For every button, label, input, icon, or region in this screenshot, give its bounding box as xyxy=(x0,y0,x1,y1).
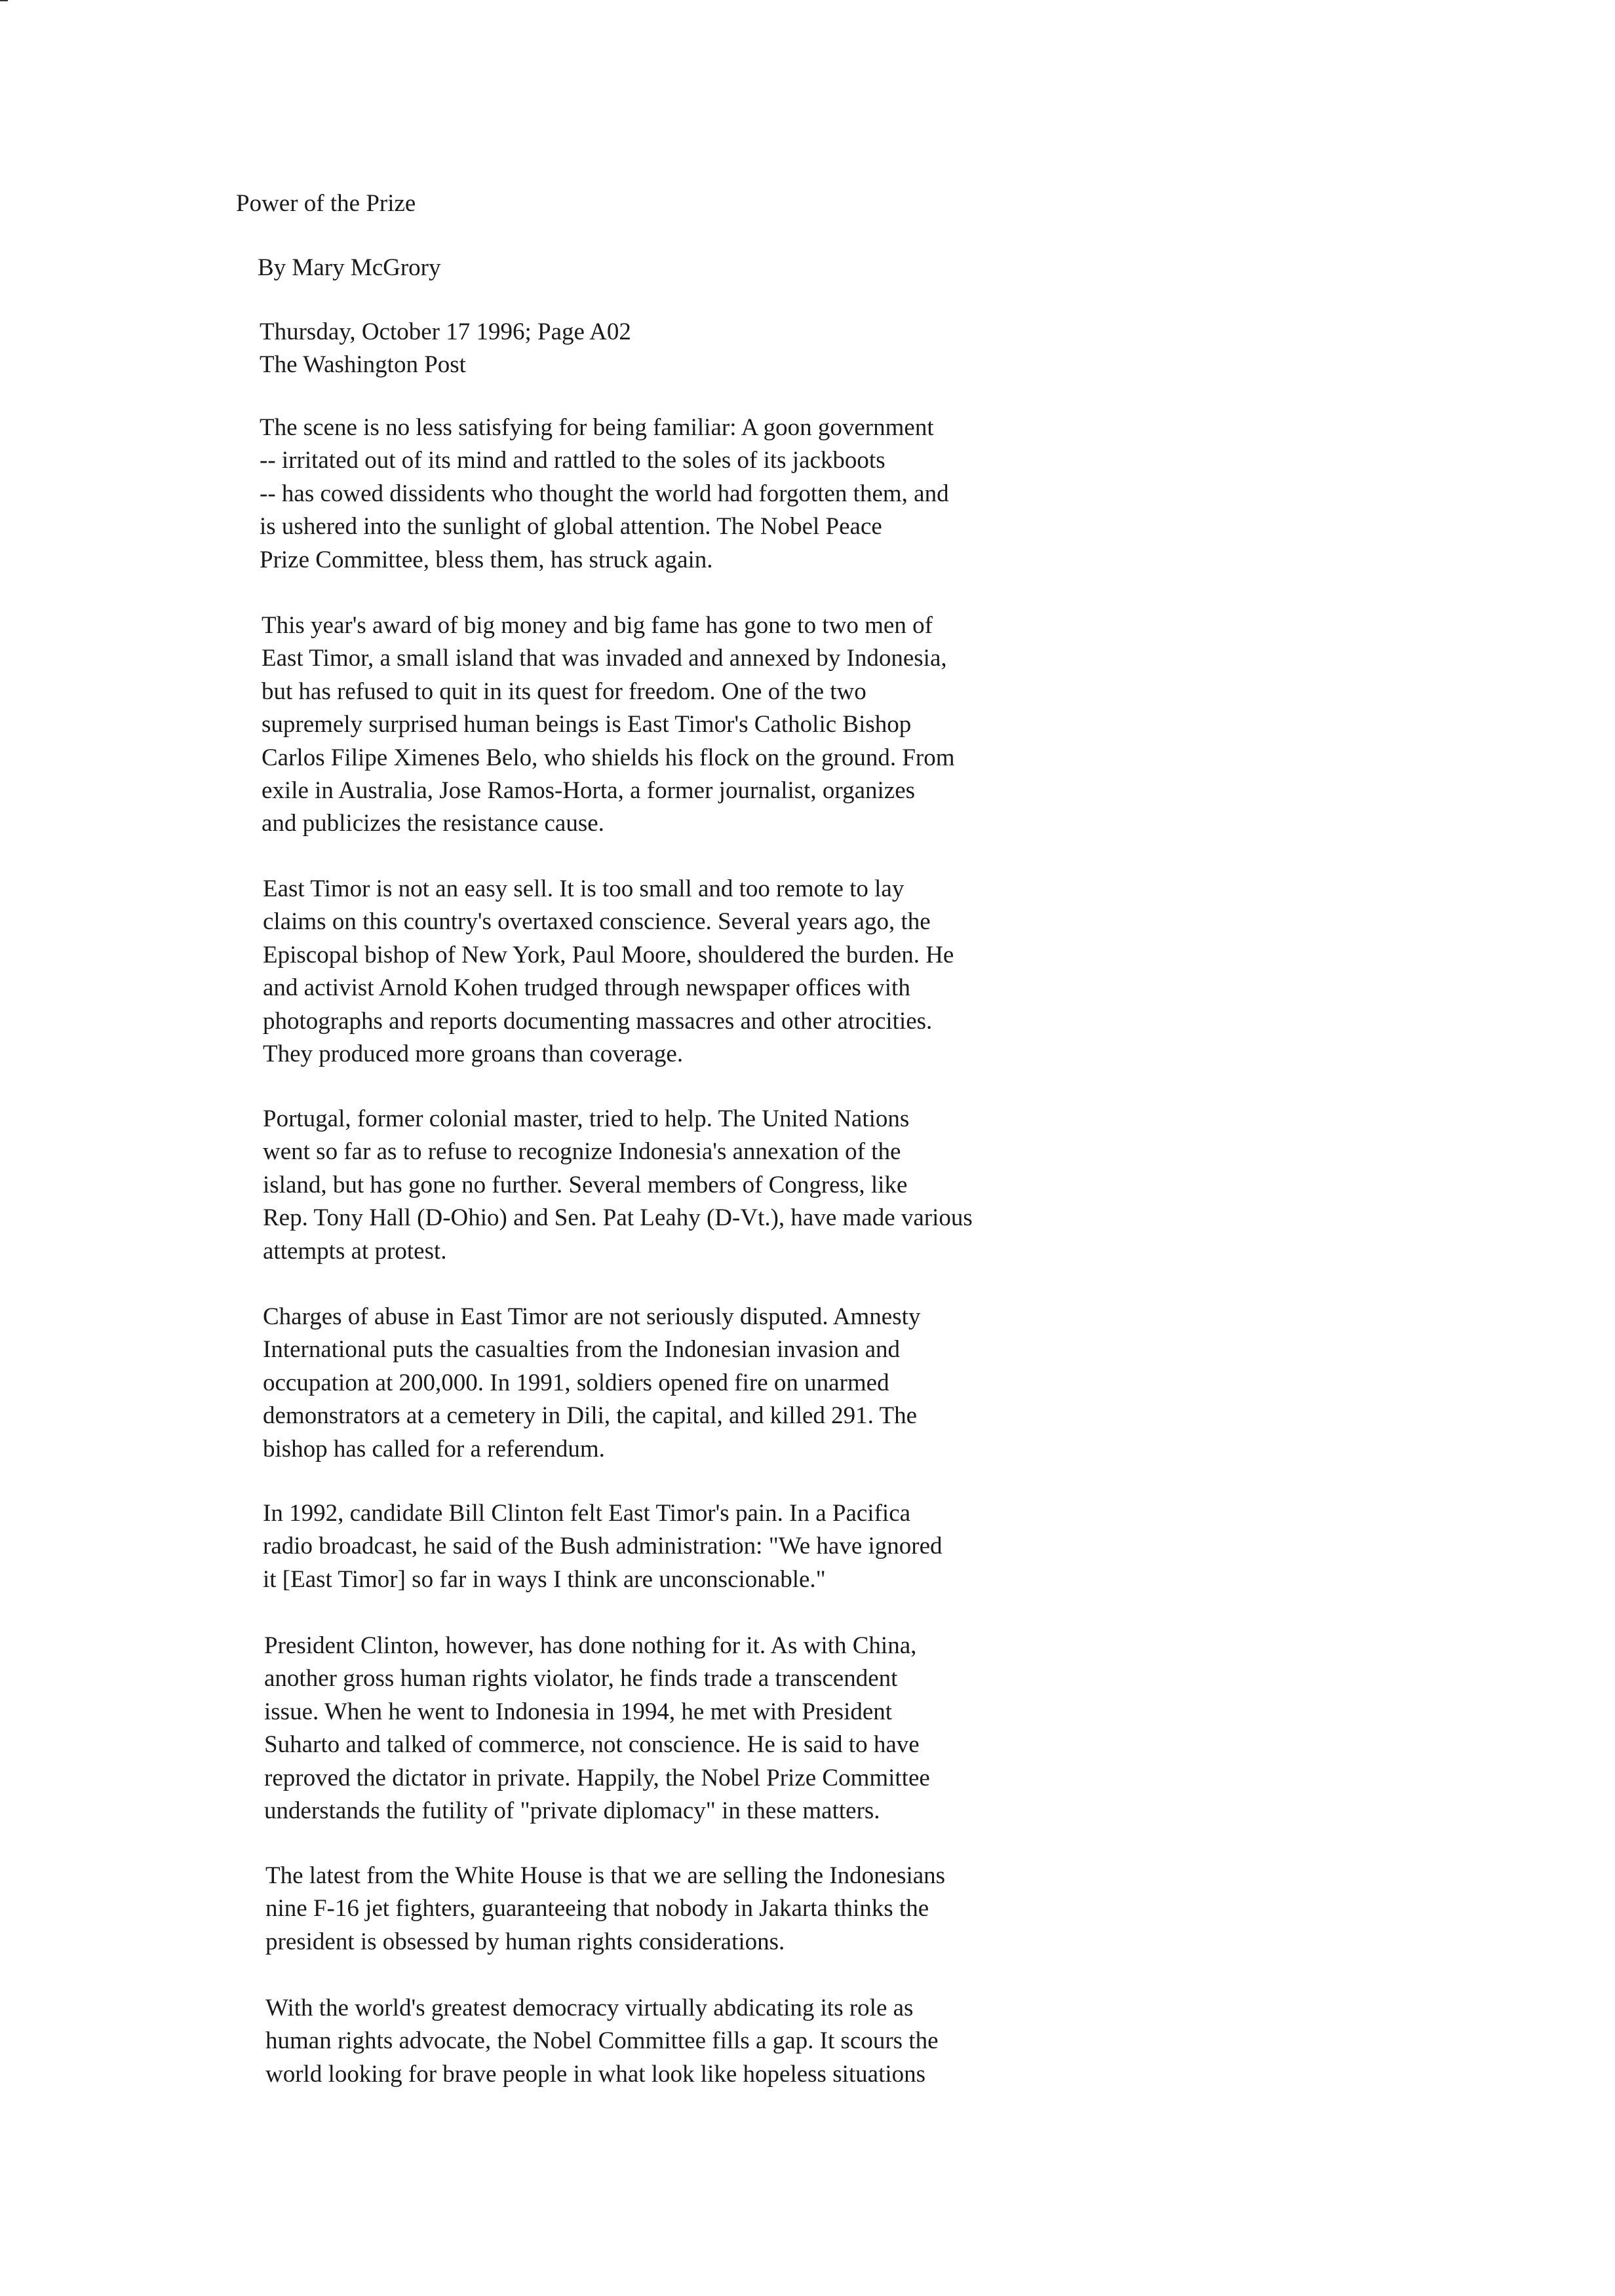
paragraph-line: reproved the dictator in private. Happily, the Nobel Prize Committee xyxy=(264,1764,930,1791)
paragraph-line: radio broadcast, he said of the Bush administration: "We have ignored xyxy=(263,1533,943,1560)
paragraph-line: went so far as to refuse to recognize Indonesia's annexation of the xyxy=(263,1138,901,1166)
paragraph-line: is ushered into the sunlight of global attention. The Nobel Peace xyxy=(260,513,882,541)
paragraph-line: another gross human rights violator, he finds trade a transcendent xyxy=(264,1665,898,1693)
paragraph-line: supremely surprised human beings is East Timor's Catholic Bishop xyxy=(262,711,912,738)
paragraph-line: it [East Timor] so far in ways I think are unconscionable." xyxy=(263,1565,826,1593)
article-byline: By Mary McGrory xyxy=(258,254,441,281)
paragraph-line: This year's award of big money and big fame has gone to two men of xyxy=(262,612,933,639)
paragraph-line: demonstrators at a cemetery in Dili, the capital, and killed 291. The xyxy=(263,1402,918,1430)
paragraph-3 xyxy=(263,873,954,1071)
paragraph-8 xyxy=(265,1860,945,1959)
paragraph-line: Carlos Filipe Ximenes Belo, who shields his flock on the ground. From xyxy=(262,744,955,771)
paragraph-line: They produced more groans than coverage. xyxy=(263,1041,684,1068)
paragraph-1 xyxy=(260,411,949,577)
paragraph-line: human rights advocate, the Nobel Committee fills a gap. It scours the xyxy=(265,2027,939,2055)
paragraph-7 xyxy=(264,1630,930,1827)
paragraph-line: issue. When he went to Indonesia in 1994, he met with President xyxy=(264,1698,893,1725)
paragraph-line: -- irritated out of its mind and rattled to the soles of its jackboots xyxy=(260,447,885,474)
paragraph-9 xyxy=(265,1992,939,2091)
scan-artifact xyxy=(0,0,8,1)
paragraph-line: president is obsessed by human rights considerations. xyxy=(265,1928,785,1955)
paragraph-line: bishop has called for a referendum. xyxy=(263,1435,605,1463)
paragraph-line: exile in Australia, Jose Ramos-Horta, a former journalist, organizes xyxy=(262,777,916,805)
paragraph-line: The latest from the White House is that we are selling the Indonesians xyxy=(265,1862,946,1889)
paragraph-line: world looking for brave people in what look like hopeless situations xyxy=(265,2060,926,2088)
paragraph-line: Rep. Tony Hall (D-Ohio) and Sen. Pat Leahy (D-Vt.), have made various xyxy=(263,1204,973,1232)
article-title: Power of the Prize xyxy=(236,190,416,217)
paragraph-line: -- has cowed dissidents who thought the world had forgotten them, and xyxy=(260,480,949,507)
paragraph-line: Suharto and talked of commerce, not conscience. He is said to have xyxy=(264,1731,920,1759)
paragraph-line: International puts the casualties from the Indonesian invasion and xyxy=(263,1336,901,1364)
paragraph-line: Episcopal bishop of New York, Paul Moore, shouldered the burden. He xyxy=(263,941,954,968)
paragraph-2 xyxy=(262,609,955,841)
dateline-publication: The Washington Post xyxy=(260,351,466,378)
paragraph-5 xyxy=(263,1301,920,1466)
article-dateline xyxy=(260,316,631,381)
paragraph-line: With the world's greatest democracy virtually abdicating its role as xyxy=(265,1995,914,2021)
paragraph-line: Charges of abuse in East Timor are not seriously disputed. Amnesty xyxy=(263,1303,921,1330)
paragraph-line: Prize Committee, bless them, has struck again. xyxy=(260,546,713,573)
paragraph-line: nine F-16 jet fighters, guaranteeing that nobody in Jakarta thinks the xyxy=(265,1895,929,1923)
paragraph-line: East Timor, a small island that was invaded and annexed by Indonesia, xyxy=(262,645,947,672)
paragraph-line: East Timor is not an easy sell. It is too small and too remote to lay xyxy=(263,875,905,902)
paragraph-line: Portugal, former colonial master, tried to help. The United Nations xyxy=(263,1105,910,1132)
paragraph-line: occupation at 200,000. In 1991, soldiers opened fire on unarmed xyxy=(263,1369,889,1396)
paragraph-line: understands the futility of "private diplomacy" in these matters. xyxy=(264,1797,880,1825)
paragraph-line: attempts at protest. xyxy=(263,1237,447,1265)
dateline-date: Thursday, October 17 1996; Page A02 xyxy=(260,318,631,345)
paragraph-line: In 1992, candidate Bill Clinton felt East Timor's pain. In a Pacifica xyxy=(263,1500,911,1527)
paragraph-line: claims on this country's overtaxed conscience. Several years ago, the xyxy=(263,908,931,936)
paragraph-6 xyxy=(263,1497,943,1596)
paragraph-line: The scene is no less satisfying for being familiar: A goon government xyxy=(260,414,934,441)
paragraph-line: island, but has gone no further. Several members of Congress, like xyxy=(263,1171,908,1198)
paragraph-4 xyxy=(263,1103,973,1268)
paragraph-line: President Clinton, however, has done nothing for it. As with China, xyxy=(264,1632,917,1659)
paragraph-line: and publicizes the resistance cause. xyxy=(262,810,604,837)
paragraph-line: and activist Arnold Kohen trudged through newspaper offices with xyxy=(263,974,910,1002)
paragraph-line: but has refused to quit in its quest for freedom. One of the two xyxy=(262,678,866,705)
paragraph-line: photographs and reports documenting massacres and other atrocities. xyxy=(263,1007,933,1035)
